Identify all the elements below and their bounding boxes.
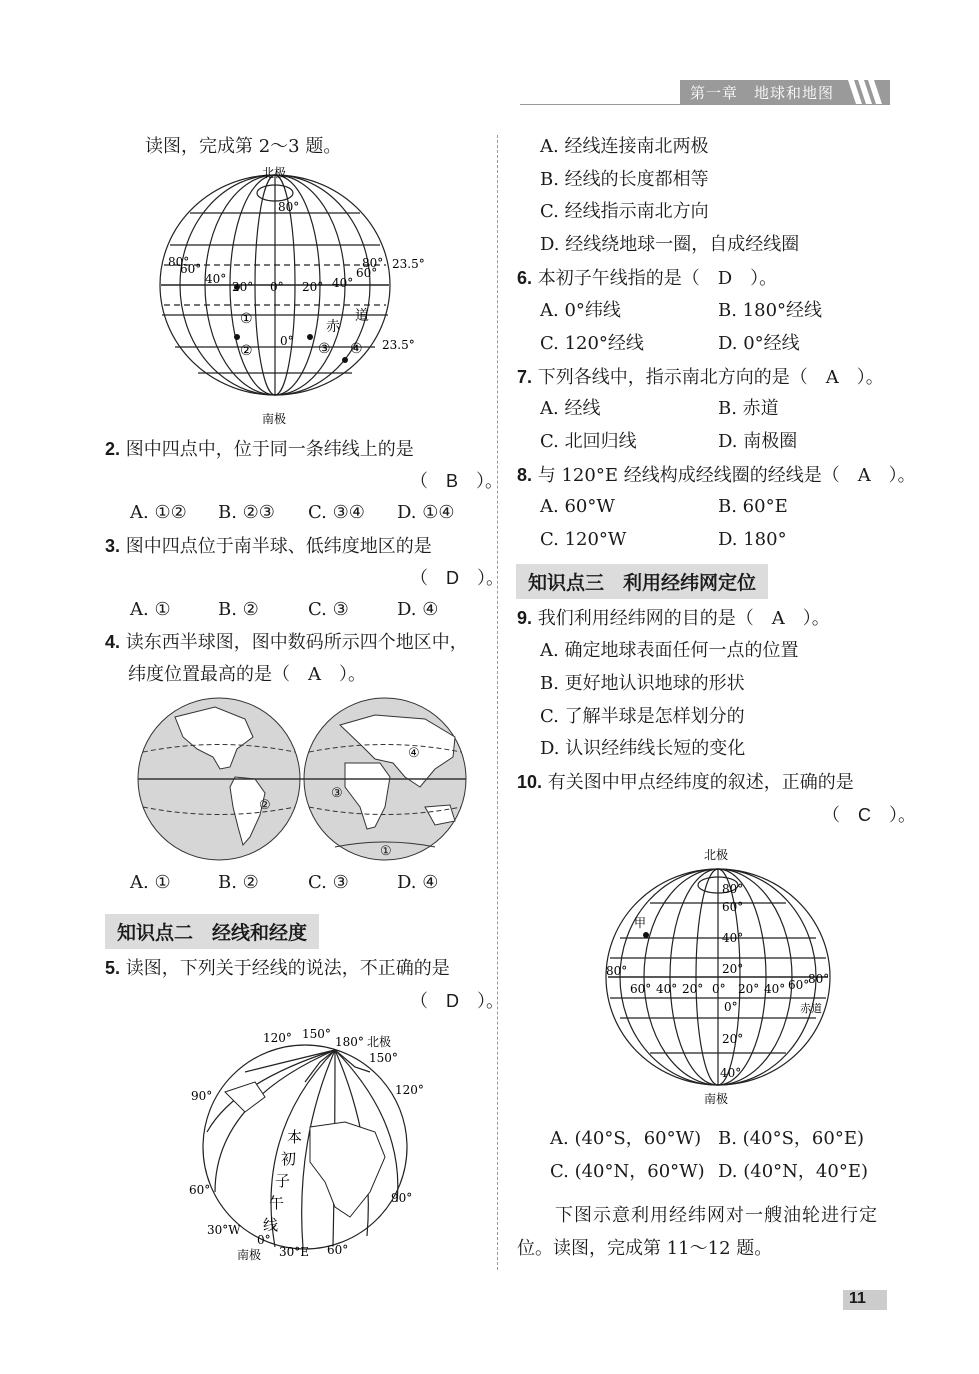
fig5-t150: 150°	[302, 1027, 331, 1041]
fig5-l90: 90°	[191, 1089, 213, 1103]
hemi-point-1: ①	[380, 844, 392, 859]
q6-opt-d: D. 0°经线	[718, 333, 800, 354]
fig5-r120: 120°	[395, 1083, 424, 1097]
q9-stem: 9. 我们利用经纬网的目的是（ A ）。	[517, 608, 830, 629]
header-rule	[520, 104, 890, 105]
fig1-l80: 80°	[168, 255, 190, 269]
q10-opt-d: D. (40°N，40°E)	[718, 1161, 868, 1182]
globe-figure-1	[150, 165, 440, 430]
q6-opt-c: C. 120°经线	[540, 333, 644, 354]
fig5-meridian-3: 子	[275, 1172, 291, 1190]
q6-opt-b: B. 180°经线	[718, 300, 823, 321]
fig1-south-label: 南极	[262, 412, 287, 426]
outro-line-2: 位。读图，完成第 11～12 题。	[517, 1238, 773, 1259]
fig10-v20: 20°	[722, 962, 744, 976]
fig10-l40: 40°	[656, 982, 678, 996]
fig5-z0: 0°	[257, 1233, 271, 1247]
fig10-v0: 0°	[724, 1000, 738, 1014]
section-3-title: 知识点三 利用经纬网定位	[516, 564, 768, 599]
q3-opt-b: B. ②	[218, 599, 259, 620]
q8-opt-b: B. 60°E	[718, 496, 788, 517]
q2-opt-b: B. ②③	[218, 502, 275, 523]
fig10-v80: 80°	[722, 882, 744, 896]
fig10-c0: 0°	[712, 982, 726, 996]
fig10-s40: 40°	[720, 1066, 742, 1080]
q5-opt-a: A. 经线连接南北两极	[540, 136, 709, 157]
q9-opt-a: A. 确定地球表面任何一点的位置	[540, 640, 799, 661]
header-stripes-icon	[848, 80, 890, 104]
q2-opt-c: C. ③④	[308, 502, 365, 523]
fig10-r40: 40°	[764, 982, 786, 996]
fig5-l60: 60°	[189, 1183, 211, 1197]
fig1-r40: 40°	[332, 276, 354, 290]
fig1-point-3: ③	[318, 341, 331, 357]
q4-stem-2: 纬度位置最高的是（ A ）。	[128, 664, 366, 685]
fig1-trop-n: 23.5°	[392, 257, 425, 271]
q8-opt-c: C. 120°W	[540, 529, 627, 550]
outro-line-1: 下图示意利用经纬网对一艘油轮进行定	[555, 1205, 878, 1226]
fig5-e30: 30°E	[279, 1245, 310, 1259]
fig5-meridian-4: 午	[269, 1194, 285, 1212]
fig5-w30: 30°W	[207, 1223, 241, 1237]
fig10-l80: 80°	[606, 964, 628, 978]
fig10-north: 北极	[704, 848, 729, 862]
q7-opt-c: C. 北回归线	[540, 431, 637, 452]
fig5-south: 南极	[237, 1248, 262, 1262]
page-number: 11	[849, 1290, 866, 1307]
fig1-r60: 60°	[356, 266, 378, 280]
q5-opt-b: B. 经线的长度都相等	[540, 169, 709, 190]
fig10-v40: 40°	[722, 931, 744, 945]
fig10-south: 南极	[704, 1092, 729, 1106]
q10-opt-a: A. (40°S，60°W)	[550, 1128, 702, 1149]
fig10-l60: 60°	[630, 982, 652, 996]
fig5-t180: 180°	[335, 1035, 364, 1049]
q2-answer: （ B ）。	[410, 471, 504, 491]
q6-opt-a: A. 0°纬线	[540, 300, 621, 321]
q7-stem: 7. 下列各线中，指示南北方向的是（ A ）。	[517, 367, 884, 388]
globe-figure-10	[600, 843, 840, 1111]
intro-text: 读图，完成第 2～3 题。	[145, 136, 342, 157]
q10-answer: （ C ）。	[822, 805, 916, 825]
q3-stem: 3. 图中四点位于南半球、低纬度地区的是	[105, 536, 432, 557]
fig10-s20: 20°	[722, 1032, 744, 1046]
fig5-t150b: 150°	[369, 1051, 398, 1065]
q10-opt-c: C. (40°N，60°W)	[550, 1161, 705, 1182]
q8-opt-a: A. 60°W	[540, 496, 615, 517]
q4-opt-c: C. ③	[308, 872, 349, 893]
q2-stem: 2. 图中四点中，位于同一条纬线上的是	[105, 439, 414, 460]
hemispheres-figure	[135, 697, 470, 862]
fig1-eq0: 0°	[280, 334, 294, 348]
q8-stem: 8. 与 120°E 经线构成经线圈的经线是（ A ）。	[517, 465, 916, 486]
q3-opt-d: D. ④	[397, 599, 439, 620]
fig1-l60: 60°	[180, 262, 202, 276]
q5-opt-d: D. 经线绕地球一圈，自成经线圈	[540, 234, 800, 255]
q10-opt-b: B. (40°S，60°E)	[718, 1128, 864, 1149]
q5-opt-c: C. 经线指示南北方向	[540, 201, 709, 222]
fig10-r60: 60°	[788, 978, 810, 992]
fig1-l40: 40°	[205, 272, 227, 286]
fig1-point-4: ④	[350, 341, 363, 357]
fig10-r80: 80°	[808, 972, 830, 986]
q9-opt-c: C. 了解半球是怎样划分的	[540, 706, 745, 727]
hemi-point-2: ②	[259, 798, 271, 813]
fig10-jia: 甲	[634, 916, 647, 930]
fig5-b60: 60°	[327, 1243, 349, 1257]
fig1-r80: 80°	[362, 256, 384, 270]
fig1-l0: 0°	[270, 280, 284, 294]
fig5-meridian-1: 本	[287, 1128, 303, 1146]
q2-opt-a: A. ①②	[130, 502, 187, 523]
chapter-title: 第一章 地球和地图	[690, 84, 835, 102]
fig1-chi: 赤	[326, 319, 340, 335]
q8-opt-d: D. 180°	[718, 529, 787, 550]
fig10-r20: 20°	[738, 982, 760, 996]
fig1-point-1: ①	[240, 311, 253, 327]
q5-answer: （ D ）。	[410, 991, 504, 1011]
fig5-meridian-2: 初	[281, 1150, 297, 1168]
fig10-l20: 20°	[682, 982, 704, 996]
q10-stem: 10. 有关图中甲点经纬度的叙述，正确的是	[517, 772, 854, 793]
fig1-dao: 道	[355, 308, 369, 324]
q7-opt-b: B. 赤道	[718, 398, 779, 419]
q3-opt-a: A. ①	[130, 599, 171, 620]
fig1-top80: 80°	[278, 200, 300, 214]
meridian-globe-figure	[185, 1022, 435, 1267]
q3-opt-c: C. ③	[308, 599, 349, 620]
fig1-point-2: ②	[240, 343, 253, 359]
q7-opt-a: A. 经线	[540, 398, 601, 419]
q3-answer: （ D ）。	[410, 568, 504, 588]
hemi-point-4: ④	[408, 746, 420, 761]
q4-opt-d: D. ④	[397, 872, 439, 893]
hemi-point-3: ③	[331, 786, 343, 801]
fig1-north-label: 北极	[262, 166, 287, 180]
q4-opt-a: A. ①	[130, 872, 171, 893]
section-2-title: 知识点二 经线和经度	[105, 914, 319, 949]
q2-opt-d: D. ①④	[397, 502, 455, 523]
fig1-r20: 20°	[302, 280, 324, 294]
fig5-t120: 120°	[263, 1031, 292, 1045]
q5-stem: 5. 读图，下列关于经线的说法，不正确的是	[105, 958, 450, 979]
fig1-trop-s: 23.5°	[382, 338, 415, 352]
q4-stem: 4. 读东西半球图，图中数码所示四个地区中，	[105, 632, 468, 653]
q7-opt-d: D. 南极圈	[718, 431, 798, 452]
q4-opt-b: B. ②	[218, 872, 259, 893]
fig5-north: 北极	[367, 1035, 392, 1049]
q9-opt-d: D. 认识经纬线长短的变化	[540, 738, 746, 759]
fig1-l20: 20°	[232, 280, 254, 294]
q6-stem: 6. 本初子午线指的是（ D ）。	[517, 268, 778, 289]
column-divider	[497, 135, 498, 1270]
fig5-meridian-5: 线	[263, 1216, 279, 1234]
q9-opt-b: B. 更好地认识地球的形状	[540, 673, 745, 694]
fig10-chidao: 赤道	[800, 1002, 822, 1015]
fig5-r90: 90°	[391, 1191, 413, 1205]
fig10-v60: 60°	[722, 900, 744, 914]
